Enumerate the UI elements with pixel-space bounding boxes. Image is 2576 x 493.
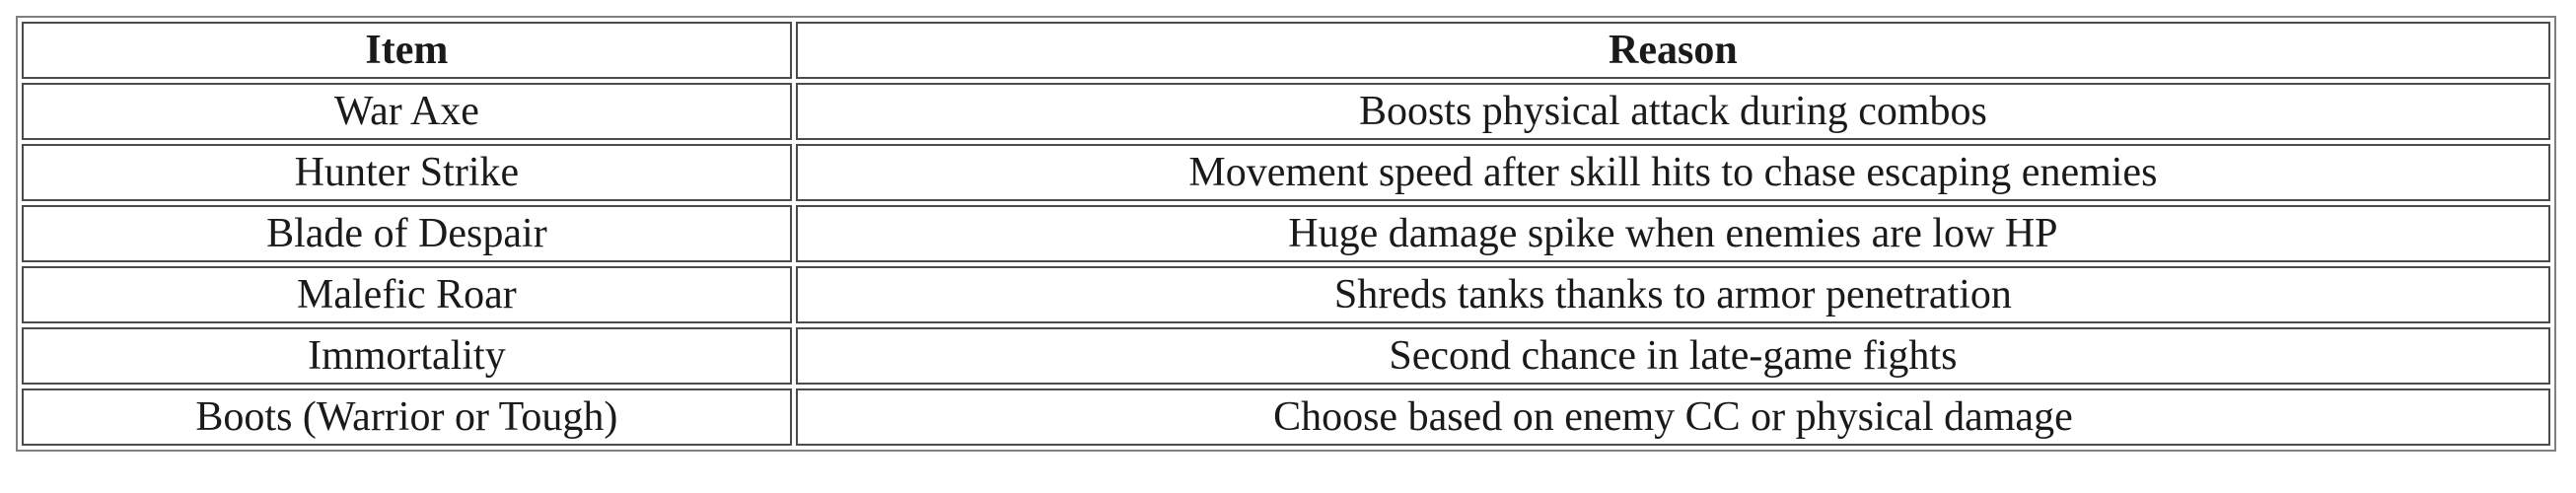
reason-cell: Boosts physical attack during combos bbox=[796, 83, 2550, 140]
table-row bbox=[22, 83, 2550, 140]
reason-cell: Huge damage spike when enemies are low HP bbox=[796, 205, 2550, 262]
item-cell: Boots (Warrior or Tough) bbox=[22, 388, 792, 446]
table-row bbox=[22, 205, 2550, 262]
item-cell: Immortality bbox=[22, 327, 792, 385]
items-table bbox=[16, 16, 2556, 452]
reason-cell: Shreds tanks thanks to armor penetration bbox=[796, 266, 2550, 323]
table-row bbox=[22, 144, 2550, 201]
reason-cell: Choose based on enemy CC or physical damage bbox=[796, 388, 2550, 446]
reason-cell: Second chance in late-game fights bbox=[796, 327, 2550, 385]
table-header-row bbox=[22, 22, 2550, 79]
table-row bbox=[22, 266, 2550, 323]
table-row bbox=[22, 388, 2550, 446]
item-cell: Malefic Roar bbox=[22, 266, 792, 323]
item-cell: Hunter Strike bbox=[22, 144, 792, 201]
item-cell: War Axe bbox=[22, 83, 792, 140]
column-header-reason: Reason bbox=[796, 22, 2550, 79]
column-header-item: Item bbox=[22, 22, 792, 79]
table-row bbox=[22, 327, 2550, 385]
item-cell: Blade of Despair bbox=[22, 205, 792, 262]
reason-cell: Movement speed after skill hits to chase escaping enemies bbox=[796, 144, 2550, 201]
